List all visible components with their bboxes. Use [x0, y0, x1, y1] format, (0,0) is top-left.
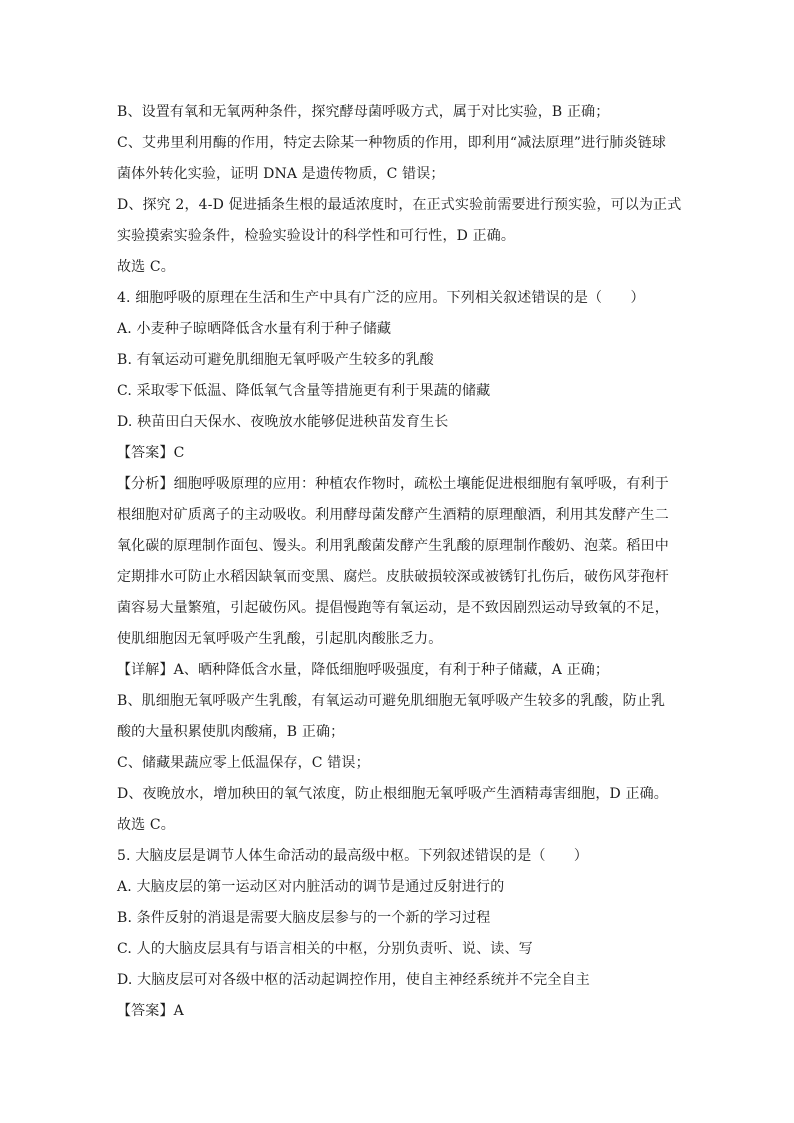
detail-line: 酸的大量积累使肌肉酸痛，B 正确； — [117, 724, 345, 740]
option-c: C. 采取零下低温、降低氧气含量等措施更有利于果蔬的储藏 — [117, 383, 491, 399]
detail-line: B、肌细胞无氧呼吸产生乳酸，有氧运动可避免肌细胞无氧呼吸产生较多的乳酸，防止乳 — [117, 693, 666, 709]
analysis-line: 氧化碳的原理制作面包、馒头。利用乳酸菌发酵产生乳酸的原理制作酸奶、泡菜。稻田中 — [117, 538, 669, 554]
answer-line: 【答案】C — [117, 445, 185, 461]
detail-line: 【详解】A、晒种降低含水量，降低细胞呼吸强度，有利于种子储藏，A 正确； — [117, 662, 610, 678]
option-d: D. 秧苗田白天保水、夜晚放水能够促进秧苗发育生长 — [117, 414, 449, 430]
option-d: D. 大脑皮层可对各级中枢的活动起调控作用，使自主神经系统并不完全自主 — [117, 972, 590, 988]
analysis-line: 使肌细胞因无氧呼吸产生乳酸，引起肌肉酸胀乏力。 — [117, 631, 443, 647]
text-line: 故选 C。 — [117, 259, 175, 275]
option-a: A. 大脑皮层的第一运动区对内脏活动的调节是通过反射进行的 — [117, 879, 505, 895]
analysis-line: 【分析】细胞呼吸原理的应用：种植农作物时，疏松土壤能促进根细胞有氧呼吸，有利于 — [117, 476, 669, 492]
option-b: B. 条件反射的消退是需要大脑皮层参与的一个新的学习过程 — [117, 910, 491, 926]
text-line: B、设置有氧和无氧两种条件，探究酵母菌呼吸方式，属于对比实验，B 正确； — [117, 104, 610, 120]
analysis-line: 根细胞对矿质离子的主动吸收。利用酵母菌发酵产生酒精的原理酿酒，利用其发酵产生二 — [117, 507, 669, 523]
analysis-line: 菌容易大量繁殖，引起破伤风。提倡慢跑等有氧运动，是不致因剧烈运动导致氧的不足， — [117, 600, 669, 616]
question-stem: 4. 细胞呼吸的原理在生活和生产中具有广泛的应用。下列相关叙述错误的是（ ） — [117, 290, 645, 306]
answer-line: 【答案】A — [117, 1003, 184, 1019]
option-c: C. 人的大脑皮层具有与语言相关的中枢，分别负责听、说、读、写 — [117, 941, 533, 957]
text-line: C、艾弗里利用酶的作用，特定去除某一种物质的作用，即利用“减法原理”进行肺炎链球 — [117, 135, 667, 151]
detail-line: C、储藏果蔬应零上低温保存，C 错误； — [117, 755, 370, 771]
option-a: A. 小麦种子晾晒降低含水量有利于种子储藏 — [117, 321, 392, 337]
analysis-line: 定期排水可防止水稻因缺氧而变黑、腐烂。皮肤破损较深或被锈钉扎伤后，破伤风芽孢杆 — [117, 569, 669, 585]
text-line: 实验摸索实验条件，检验实验设计的科学性和可行性，D 正确。 — [117, 228, 516, 244]
question-stem: 5. 大脑皮层是调节人体生命活动的最高级中枢。下列叙述错误的是（ ） — [117, 848, 589, 864]
text-line: 菌体外转化实验，证明 DNA 是遗传物质，C 错误； — [117, 166, 445, 182]
detail-line: D、夜晚放水，增加秧田的氧气浓度，防止根细胞无氧呼吸产生酒精毒害细胞，D 正确。 — [117, 786, 668, 802]
conclusion-line: 故选 C。 — [117, 817, 175, 833]
option-b: B. 有氧运动可避免肌细胞无氧呼吸产生较多的乳酸 — [117, 352, 434, 368]
text-line: D、探究 2，4-D 促进插条生根的最适浓度时，在正式实验前需要进行预实验，可以为正式 — [117, 197, 682, 213]
